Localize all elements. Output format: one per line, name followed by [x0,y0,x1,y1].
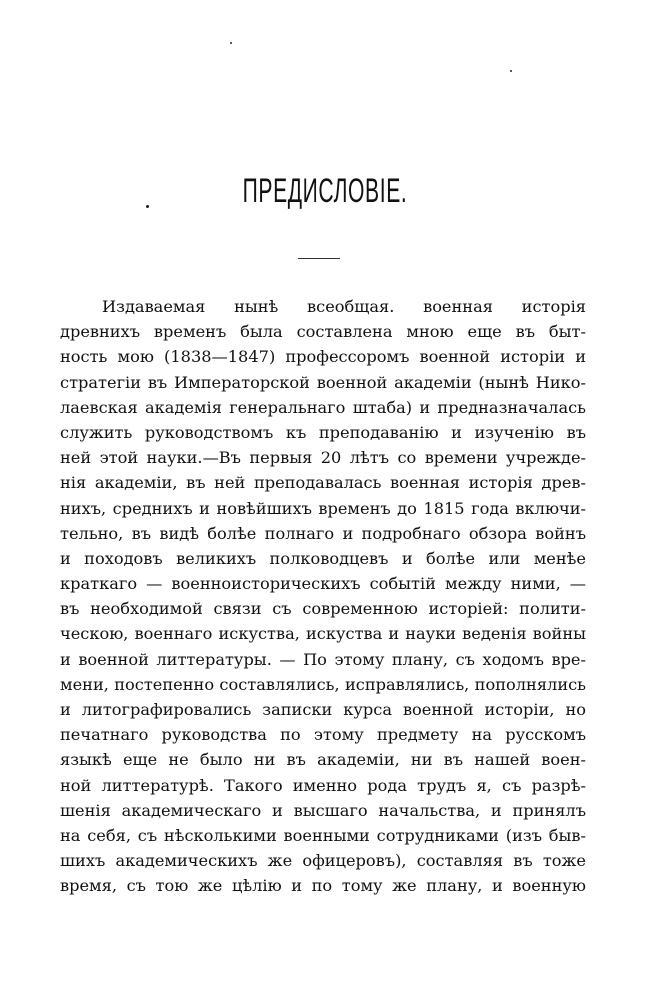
text-line: языкѣ еще не было ни въ академіи, ни въ нашей воен- [60,750,586,770]
scan-speck [510,70,512,72]
scan-speck [230,42,232,44]
text-line: служить руководствомъ къ преподаванію и изученію въ [60,422,586,442]
text-line: шенія академическаго и высшаго начальства, и принялъ [60,800,586,820]
text-line: краткаго — военноисторическихъ событій между ними, — [60,574,586,594]
text-line: ней этой науки.—Въ первыя 20 лѣтъ со времени учрежде- [60,448,586,468]
text-line: стратегіи въ Императорской военной академіи (нынѣ Нико- [60,372,586,392]
title-divider [298,258,340,259]
text-line: шихъ академическихъ же офицеровъ), составляя въ тоже [60,851,586,871]
text-line: ность мою (1838—1847) профессоромъ военной исторіи и [60,347,586,367]
text-line: въ необходимой связи съ современною исторіей: полити- [60,599,586,619]
text-line: нія академіи, въ ней преподавалась военная исторія древ- [60,473,586,493]
text-line: лаевская академія генеральнаго штаба) и предназначалась [60,397,586,417]
text-line: печатнаго руководства по этому предмету на русскомъ [60,725,586,745]
text-line: нихъ, среднихъ и новѣйшихъ временъ до 1815 года включи- [60,498,586,518]
text-line: на себя, съ нѣсколькими военными сотрудниками (изъ быв- [60,825,586,845]
text-line: ческою, военнаго искуства, искуства и науки веденія войны [60,624,586,644]
text-line: и литографировались записки курса военной исторіи, но [60,700,586,719]
preface-text [60,294,586,899]
text-line: Издаваемая нынѣ всеобщая. военная исторія [102,297,586,316]
text-line: и военной литтературы. — По этому плану, съ ходомъ вре- [60,649,586,669]
text-line: ной литтературѣ. Такого именно рода трудъ я, съ разрѣ- [60,775,586,795]
text-line: древнихъ временъ была составлена мною еще въ быт- [60,322,586,342]
page-title: ПРЕДИСЛОВІЕ. [242,172,408,210]
text-line: мени, постепенно составлялись, исправлялись, пополнялись [60,674,586,694]
text-line: тельно, въ видѣ болѣе полнаго и подробнаго обзора войнъ [60,523,586,543]
text-line: время, съ тою же цѣлію и по тому же плану, и военную [60,876,586,896]
text-line: и походовъ великихъ полководцевъ и болѣе или менѣе [60,548,586,568]
scan-speck [146,205,149,208]
